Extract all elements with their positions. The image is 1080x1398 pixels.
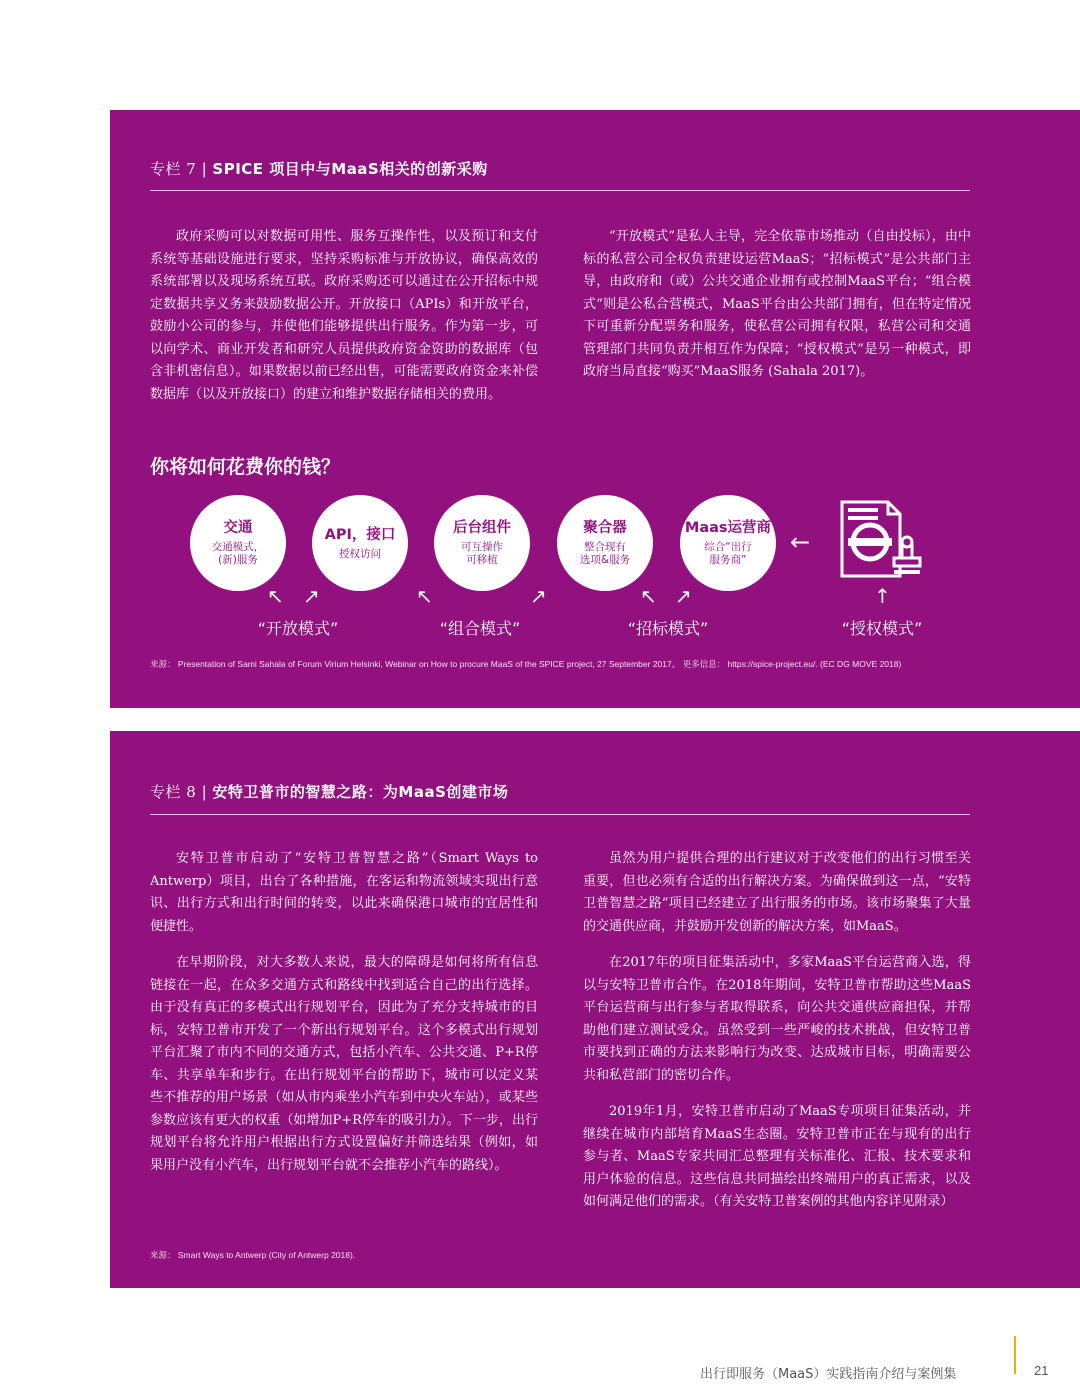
circle-title: 后台组件 bbox=[453, 520, 511, 536]
paragraph: 安特卫普市启动了“安特卫普智慧之路”（Smart Ways to Antwerp）项目，出台了各种措施，在客运和物流领域实现出行意识、出行方式和出行时间的转变，以此来确保港口城市的宜居性和便捷性。 bbox=[150, 851, 538, 934]
model-tender: “招标模式” bbox=[627, 619, 709, 638]
box-number: 专栏 7 | bbox=[150, 160, 213, 178]
footer-divider bbox=[1014, 1336, 1016, 1374]
model-authorized: “授权模式” bbox=[841, 619, 923, 638]
circle-title: API，接口 bbox=[324, 526, 396, 543]
circle-maas-operator bbox=[680, 495, 776, 591]
arrow-up-right-icon: ↗ bbox=[303, 584, 320, 608]
divider bbox=[150, 814, 970, 815]
paragraph: 2019年1月，安特卫普市启动了MaaS专项项目征集活动，并继续在城市内部培育MaaS生态圈。安特卫普市正在与现有的出行参与者、MaaS专家共同汇总整理有关标准化、汇报、技术要求和用户体验的信息。这些信息共同描绘出终端用户的真正需求，以及如何满足他们的需求。（有关安特卫普案例的其他内容详见附录） bbox=[583, 1104, 971, 1209]
source-note: 来源： Presentation of Sami Sahala of Forum Virium Helsinki, Webinar on How to procure MaaS of the SPICE project, 27 September 2017。 更多信息： https://spice-project.eu/. (EC DG MOVE 2018) bbox=[150, 659, 902, 669]
circle-aggregator bbox=[557, 495, 653, 591]
column-left bbox=[150, 848, 538, 1191]
arrow-up-left-icon: ↖ bbox=[416, 584, 433, 608]
model-open: “开放模式” bbox=[257, 619, 339, 638]
paragraph: 政府采购可以对数据可用性、服务互操作性，以及预订和支付系统等基础设施进行要求，坚持采购标准与开放协议，确保高效的系统部署以及现场系统互联。政府采购还可以通过在公开招标中规定数据共享义务来鼓励数据公开。开放接口（APIs）和开放平台，鼓励小公司的参与，并使他们能够提供出行服务。作为第一步，可以向学术、商业开发者和研究人员提供政府资金资助的数据库（包含非机密信息）。如果数据以前已经出售，可能需要政府资金来补偿数据库（以及开放接口）的建立和维护数据存储相关的费用。 bbox=[150, 229, 538, 402]
box-heading: SPICE 项目中与MaaS相关的创新采购 bbox=[212, 160, 488, 178]
circle-subtitle: 可互操作 可移植 bbox=[461, 541, 503, 566]
sidebar-box-8 bbox=[110, 731, 1080, 1288]
circle-title: Maas运营商 bbox=[684, 520, 772, 536]
arrow-up-right-icon: ↗ bbox=[530, 584, 547, 608]
circle-subtitle: 综合“出行 服务商” bbox=[704, 541, 752, 566]
divider bbox=[150, 190, 970, 191]
arrow-up-left-icon: ↖ bbox=[267, 584, 284, 608]
circle-title: 聚合器 bbox=[583, 520, 627, 536]
diagram-title: 你将如何花费你的钱？ bbox=[150, 456, 341, 478]
box-heading: 安特卫普市的智慧之路：为MaaS创建市场 bbox=[212, 783, 509, 801]
paragraph: “开放模式”是私人主导，完全依靠市场推动（自由投标），由中标的私营公司全权负责建设运营MaaS；“招标模式”是公共部门主导，由政府和（或）公共交通企业拥有或控制MaaS平台；“组合模式”则是公私合营模式，MaaS平台由公共部门拥有，但在特定情况下可重新分配票务和服务，使私营公司拥有权限，私营公司和交通管理部门共同负责并相互作为保障；“授权模式”是另一种模式，即政府当局直接“购买”MaaS服务 (Sahala 2017)。 bbox=[583, 229, 971, 379]
circle-transport bbox=[190, 495, 286, 591]
paragraph: 虽然为用户提供合理的出行建议对于改变他们的出行习惯至关重要，但也必须有合适的出行解决方案。为确保做到这一点，“安特卫普智慧之路”项目已经建立了出行服务的市场。该市场聚集了大量的交通供应商，并鼓励开发创新的解决方案，如MaaS。 bbox=[583, 851, 971, 934]
circle-title: 交通 bbox=[223, 520, 253, 536]
circle-subtitle: 授权访问 bbox=[339, 547, 381, 560]
box-number: 专栏 8 | bbox=[150, 783, 213, 801]
sidebar-box-7 bbox=[110, 110, 1080, 708]
arrow-up-icon: ↑ bbox=[874, 584, 891, 608]
arrow-left-icon: ← bbox=[790, 528, 811, 556]
circle-backend bbox=[434, 495, 530, 591]
circle-subtitle: 交通模式， (新)服务 bbox=[211, 541, 265, 566]
authorization-stamp-icon bbox=[838, 498, 924, 584]
column-right bbox=[583, 848, 971, 1228]
paragraph: 在2017年的项目征集活动中，多家MaaS平台运营商入选，得以与安特卫普市合作。在2018年期间，安特卫普市帮助这些MaaS平台运营商与出行参与者取得联系，向公共交通供应商担保，并帮助他们建立测试受众。虽然受到一些严峻的技术挑战，但安特卫普市要找到正确的方法来影响行为改变、达成城市目标，明确需要公共和私营部门的密切合作。 bbox=[583, 955, 971, 1083]
box-title bbox=[150, 781, 508, 802]
paragraph: 在早期阶段，对大多数人来说，最大的障碍是如何将所有信息链接在一起，在众多交通方式和路线中找到适合自己的出行选择。由于没有真正的多模式出行规划平台，因此为了充分支持城市的目标，安特卫普市开发了一个新出行规划平台。这个多模式出行规划平台汇聚了市内不同的交通方式，包括小汽车、公共交通、P+R停车、共享单车和步行。在出行规划平台的帮助下，城市可以定义某些不推荐的用户场景（如从市内乘坐小汽车到中央火车站），或某些参数应该有更大的权重（如增加P+R停车的吸引力）。下一步，出行规划平台将允许用户根据出行方式设置偏好并筛选结果（例如，如果用户没有小汽车，出行规划平台就不会推荐小汽车的路线）。 bbox=[150, 955, 538, 1173]
column-left bbox=[150, 226, 538, 420]
arrow-up-left-icon: ↖ bbox=[640, 584, 657, 608]
circle-api bbox=[312, 495, 408, 591]
model-combined: “组合模式” bbox=[439, 619, 521, 638]
circle-subtitle: 整合现有 选项&服务 bbox=[579, 541, 631, 566]
page-number: 21 bbox=[1034, 1363, 1049, 1378]
source-note: 来源： Smart Ways to Antwerp (City of Antwerp 2018). bbox=[150, 1250, 356, 1260]
footer-title: 出行即服务（MaaS）实践指南介绍与案例集 bbox=[700, 1367, 957, 1382]
arrow-up-right-icon: ↗ bbox=[675, 584, 692, 608]
column-right bbox=[583, 226, 971, 398]
box-title bbox=[150, 158, 488, 179]
